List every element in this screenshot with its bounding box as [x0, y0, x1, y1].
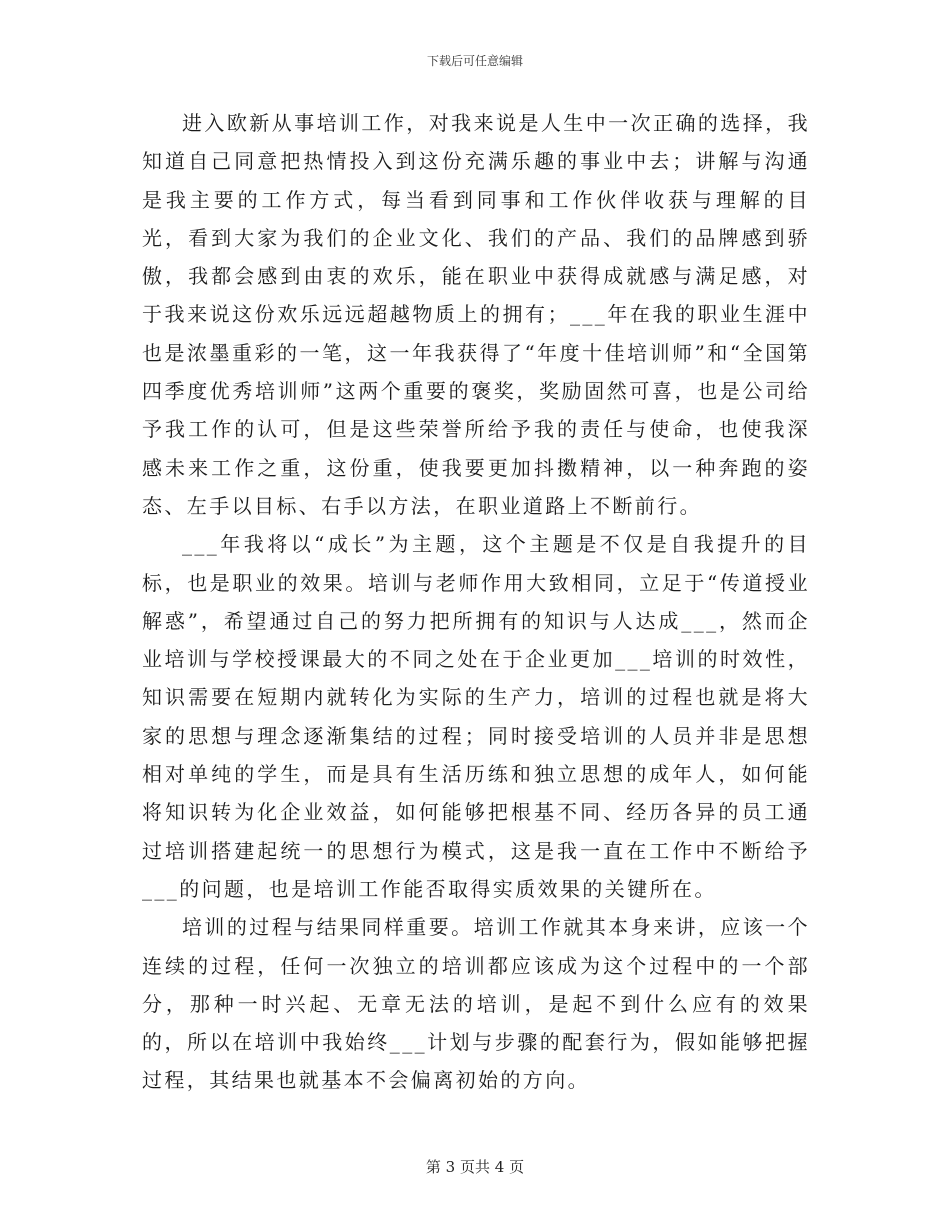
page-footer: 第 3 页共 4 页	[425, 1158, 525, 1176]
page-header: 下载后可任意编辑	[426, 54, 523, 68]
paragraph-3: 培训的过程与结果同样重要。培训工作就其本身来讲，应该一个连续的过程，任何一次独立的培训都应该成为这个过程中的一个部分，那种一时兴起、无章无法的培训，是起不到什么应有的效果的，所以在培训中我始终___计划与步骤的配套行为，假如能够把握过程，其结果也就基本不会偏离初始的方向。	[142, 915, 810, 1093]
paragraph-1: 进入欧新从事培训工作，对我来说是人生中一次正确的选择，我知道自己同意把热情投入到这份充满乐趣的事业中去；讲解与沟通是我主要的工作方式，每当看到同事和工作伙伴收获与理解的目光，看到大家为我们的企业文化、我们的产品、我们的品牌感到骄傲，我都会感到由衷的欢乐，能在职业中获得成就感与满足感，对于我来说这份欢乐远远超越物质上的拥有；___年在我的职业生涯中也是浓墨重彩的一笔，这一年我获得了“年度十佳培训师”和“全国第四季度优秀培训师”这两个重要的褒奖，奖励固然可喜，也是公司给予我工作的认可，但是这些荣誉所给予我的责任与使命，也使我深感未来工作之重，这份重，使我要更加抖擞精神，以一种奔跑的姿态、左手以目标、右手以方法，在职业道路上不断前行。	[142, 111, 810, 518]
document-body	[142, 104, 810, 1100]
paragraph-2: ___年我将以“成长”为主题，这个主题是不仅是自我提升的目标，也是职业的效果。培训与老师作用大致相同，立足于“传道授业解惑”，希望通过自己的努力把所拥有的知识与人达成___，然而企业培训与学校授课最大的不同之处在于企业更加___培训的时效性，知识需要在短期内就转化为实际的生产力，培训的过程也就是将大家的思想与理念逐渐集结的过程；同时接受培训的人员并非是思想相对单纯的学生，而是具有生活历练和独立思想的成年人，如何能将知识转为化企业效益，如何能够把根基不同、经历各异的员工通过培训搭建起统一的思想行为模式，这是我一直在工作中不断给予___的问题，也是培训工作能否取得实质效果的关键所在。	[142, 532, 810, 901]
